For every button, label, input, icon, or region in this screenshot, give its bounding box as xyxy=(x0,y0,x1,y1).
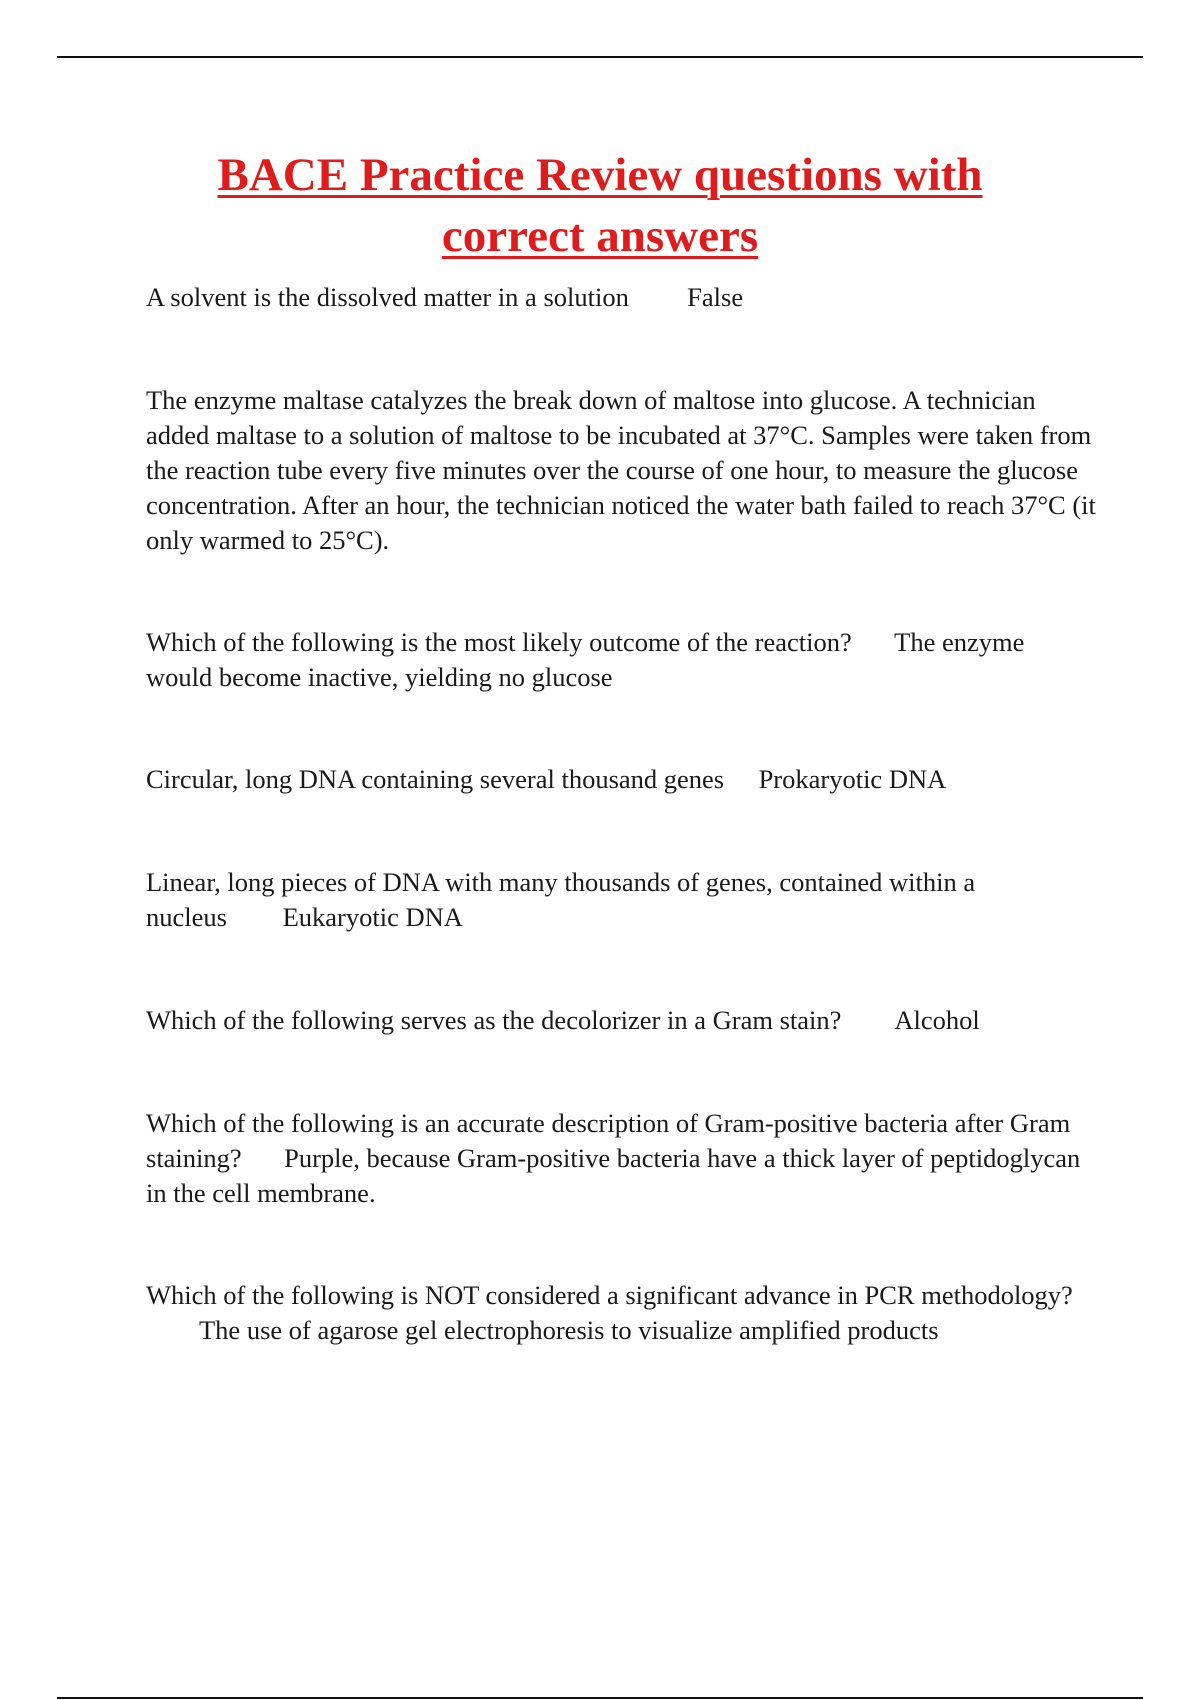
answer-text: False xyxy=(687,282,744,312)
question-text: A solvent is the dissolved matter in a solution xyxy=(146,282,629,312)
answer-text: The use of agarose gel electrophoresis to visualize amplified products xyxy=(199,1315,939,1345)
question-text: The enzyme maltase catalyzes the break down of maltose into glucose. A technician added maltase to a solution of maltose to be incubated at 37°C. Samples were taken from the reaction tube every five minutes over the course of one hour, to measure the glucose concentration. After an hour, the technician noticed the water bath failed to reach 37°C (it only warmed to 25°C). xyxy=(146,385,1096,555)
question-text: Which of the following is NOT considered a significant advance in PCR methodology? xyxy=(146,1280,1073,1310)
qa-item-6 xyxy=(146,1003,1096,1038)
qa-item-4 xyxy=(146,762,1096,797)
answer-text: Eukaryotic DNA xyxy=(282,902,463,932)
question-text: Which of the following is the most likely outcome of the reaction? xyxy=(146,627,852,657)
title-line-2: correct answers xyxy=(441,210,759,262)
bottom-rule xyxy=(57,1697,1143,1699)
title-line-1: BACE Practice Review questions with xyxy=(217,149,983,201)
page-title xyxy=(0,145,1200,267)
question-text: Which of the following is an accurate description of Gram-positive bacteria after Gram staining? xyxy=(146,1108,1071,1173)
top-rule xyxy=(57,56,1143,58)
qa-item-7 xyxy=(146,1106,1096,1211)
question-text: Circular, long DNA containing several thousand genes xyxy=(146,764,725,794)
qa-item-1 xyxy=(146,280,1096,315)
qa-item-2 xyxy=(146,383,1096,558)
answer-text: Alcohol xyxy=(894,1005,980,1035)
qa-item-8 xyxy=(146,1278,1096,1348)
answer-text: Purple, because Gram-positive bacteria have a thick layer of peptidoglycan in the cell membrane. xyxy=(146,1143,1081,1208)
question-text: Linear, long pieces of DNA with many thousands of genes, contained within a nucleus xyxy=(146,867,976,932)
qa-item-5 xyxy=(146,865,1096,935)
qa-item-3 xyxy=(146,625,1096,695)
question-text: Which of the following serves as the decolorizer in a Gram stain? xyxy=(146,1005,842,1035)
answer-text: Prokaryotic DNA xyxy=(758,764,947,794)
answer-text: The enzyme would become inactive, yielding no glucose xyxy=(146,627,1025,692)
